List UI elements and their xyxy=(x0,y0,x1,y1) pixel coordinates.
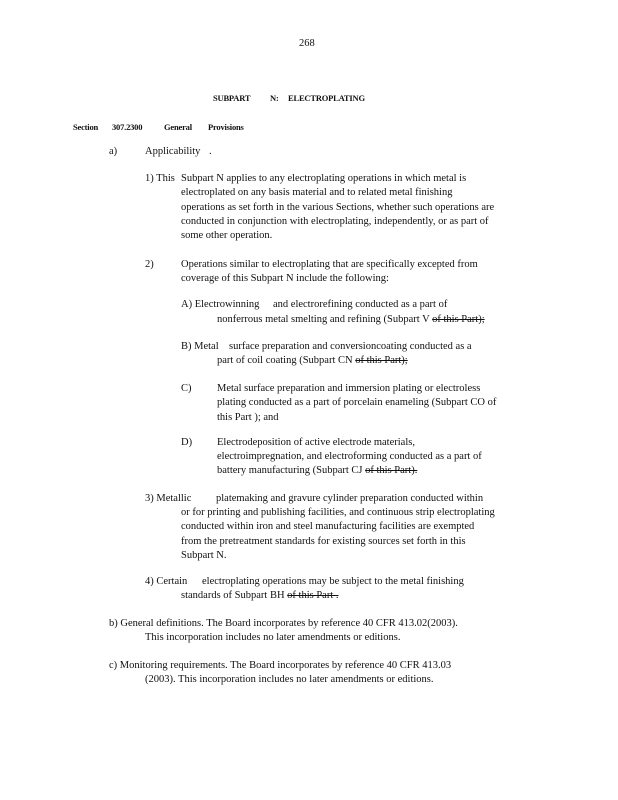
text-line xyxy=(217,464,417,478)
subpart-letter: N: xyxy=(270,93,279,103)
text-segment: standards of Subpart BH xyxy=(181,590,285,601)
item-a3-label: 3) Metallic xyxy=(145,493,192,504)
text-line: plating conducted as a part of porcelain enameling (Subpart CO of xyxy=(217,397,497,409)
text-segment: part of coil coating (Subpart CN xyxy=(217,355,353,366)
text-line: surface preparation and conversioncoating conducted as a xyxy=(229,341,472,352)
text-line: Electrodeposition of active electrode materials, xyxy=(217,437,415,448)
text-line: (2003). This incorporation includes no later amendments or editions. xyxy=(145,674,434,685)
item-a2C-label: C) xyxy=(181,383,192,394)
text-line: some other operation. xyxy=(181,230,273,242)
item-a2-text xyxy=(181,258,521,287)
item-a-label: a) xyxy=(109,146,118,157)
text-line: Operations similar to electroplating that are specifically excepted from xyxy=(181,259,478,270)
item-a-title: Applicability xyxy=(145,146,201,157)
struck-text: of this Part). xyxy=(365,465,418,476)
text-line: Subpart N. xyxy=(181,549,227,561)
text-line xyxy=(217,354,408,368)
section-number: 307.2300 xyxy=(112,122,143,132)
text-line: Subpart N applies to any electroplating operations in which metal is xyxy=(181,173,467,184)
struck-text: of this Part . xyxy=(287,590,339,601)
subpart-title: ELECTROPLATING xyxy=(288,93,365,103)
item-a2D-label: D) xyxy=(181,437,193,448)
item-a2-label: 2) xyxy=(145,259,154,270)
item-a2A-label: A) Electrowinning xyxy=(181,299,260,310)
text-line xyxy=(217,313,485,327)
text-line: from the pretreatment standards for existing sources set forth in this xyxy=(181,535,466,547)
text-line: this Part ); and xyxy=(217,411,279,423)
text-segment: battery manufacturing (Subpart CJ xyxy=(217,465,363,476)
text-line: This incorporation includes no later amendments or editions. xyxy=(145,632,401,643)
text-segment: nonferrous metal smelting and refining (Subpart V xyxy=(217,314,430,325)
item-a-trailing: . xyxy=(209,146,212,157)
section-general: General xyxy=(164,122,192,132)
struck-text: of this Part); xyxy=(355,355,408,366)
text-line: or for printing and publishing facilities, and continuous strip electroplating xyxy=(181,507,495,518)
text-line: b) General definitions. The Board incorporates by reference 40 CFR 413.02(2003). xyxy=(109,618,458,629)
text-line: Metal surface preparation and immersion plating or electroless xyxy=(217,383,481,394)
section-word: Section xyxy=(73,122,99,132)
item-a2B-label: B) Metal xyxy=(181,341,219,352)
text-line: conducted in conjunction with electroplating, independently, or as part of xyxy=(181,215,489,227)
item-a2C-text xyxy=(217,382,537,425)
text-line: coverage of this Subpart N include the following: xyxy=(181,273,389,285)
text-line: electroimpregnation, and electroforming conducted as a part of xyxy=(217,451,482,462)
text-line: c) Monitoring requirements. The Board incorporates by reference 40 CFR 413.03 xyxy=(109,660,452,671)
page-number: 268 xyxy=(299,38,315,49)
item-a1-label: 1) This xyxy=(145,173,175,184)
item-a1-text xyxy=(181,172,537,243)
text-line: electroplating operations may be subject to the metal finishing xyxy=(202,576,464,587)
item-a3-text xyxy=(181,506,537,563)
text-line: platemaking and gravure cylinder preparation conducted within xyxy=(216,493,484,504)
text-line: operations as set forth in the various Sections, whether such operations are xyxy=(181,201,495,213)
text-line: and electrorefining conducted as a part of xyxy=(273,299,448,310)
text-line: electroplated on any basis material and to related metal finishing xyxy=(181,187,453,199)
section-provisions: Provisions xyxy=(208,122,244,132)
subpart-prefix: SUBPART xyxy=(213,93,251,103)
text-line xyxy=(181,589,339,603)
item-a4-label: 4) Certain xyxy=(145,576,188,587)
text-line: conducted within iron and steel manufacturing facilities are exempted xyxy=(181,521,475,533)
struck-text: of this Part); xyxy=(432,314,485,325)
